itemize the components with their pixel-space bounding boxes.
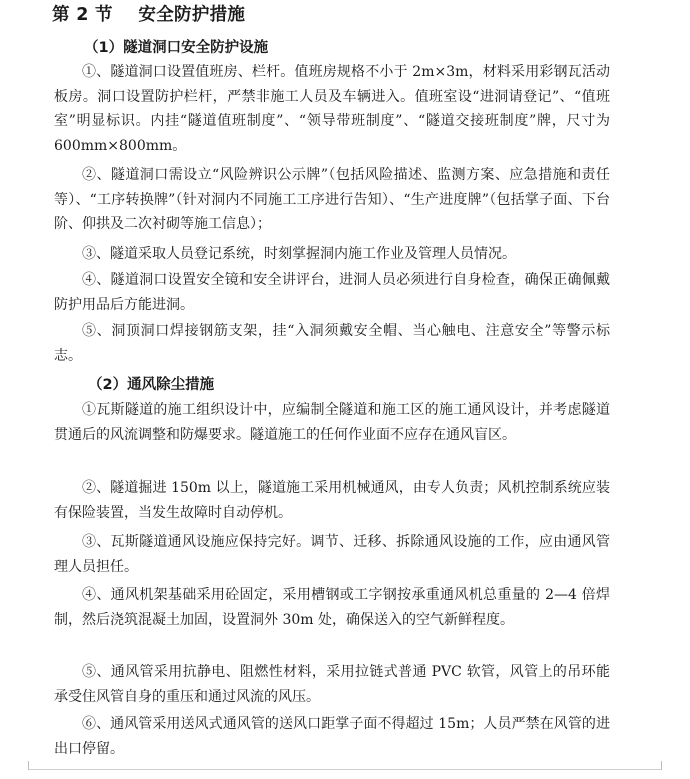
page-bottom-edge — [28, 769, 662, 770]
paragraph: ④、通风机架基础采用砼固定，采用槽钢或工字钢按承重通风机总重量的 2—4 倍焊制，然后浇筑混凝土加固，设置洞外 30m 处，确保送入的空气新鲜程度。 — [54, 587, 610, 628]
paragraph: ③、瓦斯隧道通风设施应保持完好。调节、迁移、拆除通风设施的工作，应由通风管理人员担任。 — [54, 534, 610, 575]
subsection-heading-ventilation: （2）通风除尘措施 — [88, 377, 215, 393]
paragraph: ⑤、通风管采用抗静电、阻燃性材料，采用拉链式普通 PVC 软管，风管上的吊环能承受住风管自身的重压和通过风流的风压。 — [54, 664, 610, 705]
paragraph: ②、隧道洞口需设立“风险辨识公示牌”（包括风险描述、监测方案、应急措施和责任等）、“工序转换牌”（针对洞内不同施工工序进行告知）、“生产进度牌”（包括掌子面、下台阶、仰拱及二次衬砌等施工信息）； — [54, 167, 610, 233]
paragraph: ①、隧道洞口设置值班房、栏杆。值班房规格不小于 2m×3m，材料采用彩钢瓦活动板房。洞口设置防护栏杆，严禁非施工人员及车辆进入。值班室设“进洞请登记”、“值班室”明显标识。内挂“隧道值班制度”、“领导带班制度”、“隧道交接班制度”牌，尺寸为 600mm×800mm。 — [54, 64, 610, 154]
paragraph: ⑥、通风管采用送风式通风管的送风口距掌子面不得超过 15m；人员严禁在风管的进出口停留。 — [54, 716, 610, 757]
subsection-heading-tunnel-entrance: （1）隧道洞口安全防护设施 — [84, 40, 269, 56]
paragraph: ④、隧道洞口设置安全镜和安全讲评台，进洞人员必须进行自身检查，确保正确佩戴防护用品后方能进洞。 — [54, 272, 610, 313]
paragraph: ③、隧道采取人员登记系统，时刻掌握洞内施工作业及管理人员情况。 — [82, 246, 516, 262]
paragraph: ⑤、洞顶洞口焊接钢筋支架，挂“入洞须戴安全帽、当心触电、注意安全”等警示标志。 — [54, 323, 610, 364]
section-title: 第 2 节 安全防护措施 — [52, 5, 246, 25]
paragraph: ①瓦斯隧道的施工组织设计中，应编制全隧道和施工区的施工通风设计，并考虑隧道贯通后的风流调整和防爆要求。隧道施工的任何作业面不应存在通风盲区。 — [54, 402, 610, 443]
paragraph: ②、隧道掘进 150m 以上，隧道施工采用机械通风，由专人负责；风机控制系统应装有保险装置，当发生故障时自动停机。 — [54, 480, 610, 521]
